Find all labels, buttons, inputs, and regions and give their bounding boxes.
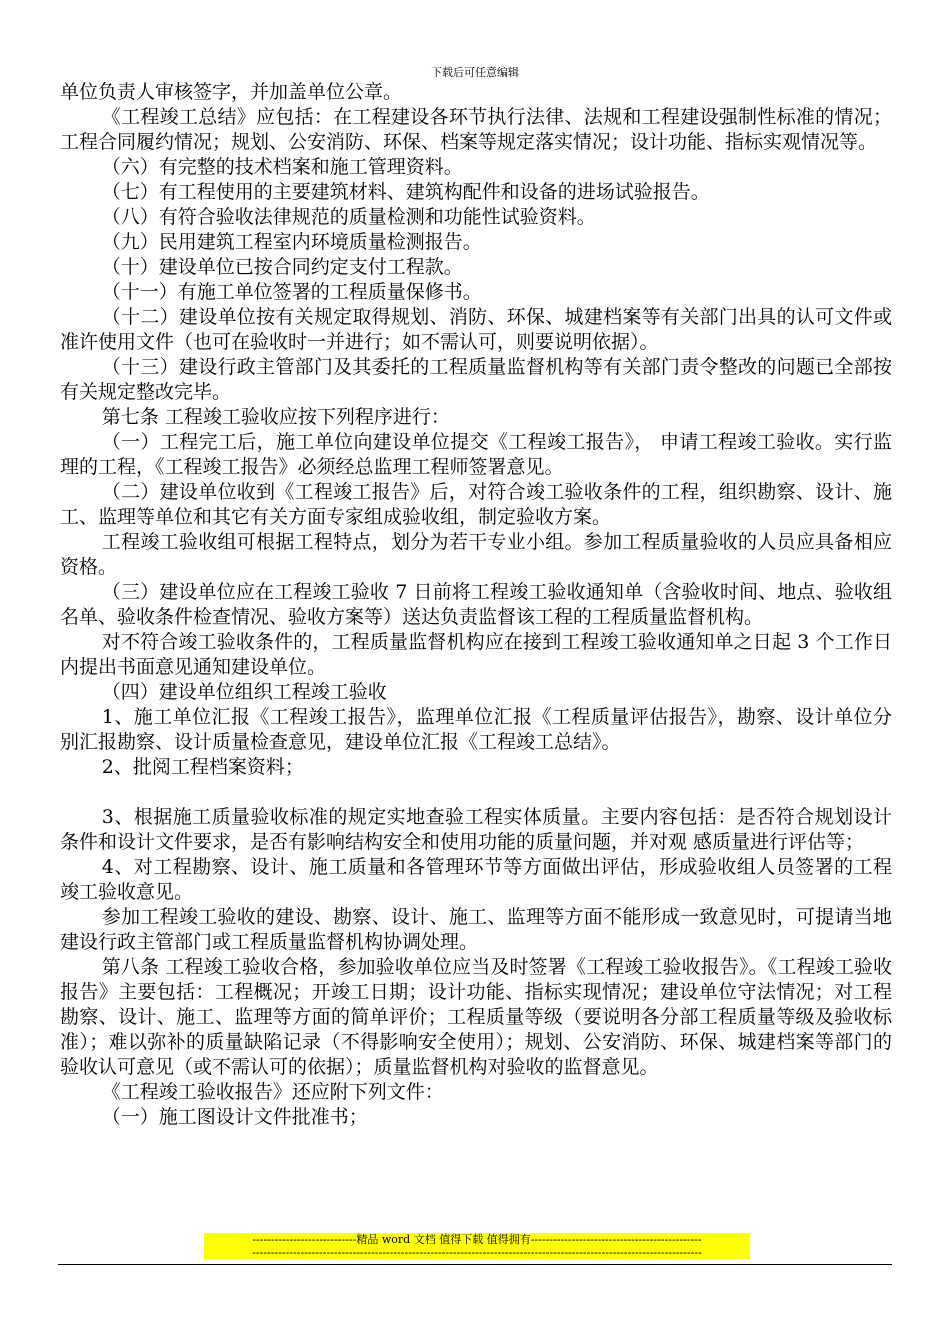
list-item: 1、施工单位汇报《工程竣工报告》，监理单位汇报《工程质量评估报告》，勘察、设计单位分别汇报勘察、设计质量检查意见，建设单位汇报《工程竣工总结》。 <box>60 706 892 753</box>
list-item: （一）施工图设计文件批准书； <box>101 1106 368 1128</box>
list-item: （十一）有施工单位签署的工程质量保修书。 <box>101 281 482 303</box>
footer-banner-line: ------------------------------------------------------------------------------------------------------------------------- <box>252 1246 702 1259</box>
footer-banner <box>204 1233 750 1259</box>
list-item: （十三）建设行政主管部门及其委托的工程质量监督机构等有关部门责令整改的问题已全部按有关规定整改完毕。 <box>60 356 892 403</box>
article-heading: 第七条 工程竣工验收应按下列程序进行： <box>101 406 450 428</box>
list-item: 4、对工程勘察、设计、施工质量和各管理环节等方面做出评估，形成验收组人员签署的工程竣工验收意见。 <box>60 856 892 903</box>
list-item: （十二）建设单位按有关规定取得规划、消防、环保、城建档案等有关部门出具的认可文件或准许使用文件（也可在验收时一并进行；如不需认可，则要说明依据）。 <box>60 306 892 353</box>
blank-line <box>60 780 892 805</box>
paragraph: 《工程竣工验收报告》还应附下列文件： <box>101 1081 444 1103</box>
list-item: （八）有符合验收法律规范的质量检测和功能性试验资料。 <box>101 206 596 228</box>
footer-divider <box>58 1264 892 1265</box>
list-item: （一）工程完工后，施工单位向建设单位提交《工程竣工报告》， 申请工程竣工验收。实行监理的工程，《工程竣工报告》必须经总监理工程师签署意见。 <box>60 431 892 478</box>
paragraph: 对不符合竣工验收条件的，工程质量监督机构应在接到工程竣工验收通知单之日起 3 个工作日内提出书面意见通知建设单位。 <box>60 631 892 678</box>
list-item: （七）有工程使用的主要建筑材料、建筑构配件和设备的进场试验报告。 <box>101 181 710 203</box>
paragraph: 参加工程竣工验收的建设、勘察、设计、施工、监理等方面不能形成一致意见时，可提请当地建设行政主管部门或工程质量监督机构协调处理。 <box>60 906 892 953</box>
paragraph: 《工程竣工总结》应包括：在工程建设各环节执行法律、法规和工程建设强制性标准的情况；工程合同履约情况；规划、公安消防、环保、档案等规定落实情况；设计功能、指标实观情况等。 <box>60 106 892 153</box>
footer-banner-line: ----------------------------精品 word 文档 值得下载 值得拥有---------------------------------------------- <box>252 1233 702 1246</box>
list-item: （二）建设单位收到《工程竣工报告》后，对符合竣工验收条件的工程，组织勘察、设计、施工、监理等单位和其它有关方面专家组成验收组，制定验收方案。 <box>60 481 892 528</box>
list-item: （九）民用建筑工程室内环境质量检测报告。 <box>101 231 482 253</box>
paragraph: 单位负责人审核签字，并加盖单位公章。 <box>60 81 403 103</box>
document-body <box>60 80 892 1130</box>
list-item: （六）有完整的技术档案和施工管理资料。 <box>101 156 463 178</box>
paragraph: 工程竣工验收组可根据工程特点，划分为若干专业小组。参加工程质量验收的人员应具备相应资格。 <box>60 531 892 578</box>
page-header-note: 下载后可任意编辑 <box>431 66 519 79</box>
list-item: （三）建设单位应在工程竣工验收 7 日前将工程竣工验收通知单（含验收时间、地点、验收组名单、验收条件检查情况、验收方案等）送达负责监督该工程的工程质量监督机构。 <box>60 581 892 628</box>
list-item: （十）建设单位已按合同约定支付工程款。 <box>101 256 463 278</box>
list-item: 2、批阅工程档案资料； <box>101 756 304 778</box>
list-item: 3、根据施工质量验收标准的规定实地查验工程实体质量。主要内容包括：是否符合规划设计条件和设计文件要求，是否有影响结构安全和使用功能的质量问题，并对观 感质量进行评估等； <box>60 806 892 853</box>
article-heading: 第八条 工程竣工验收合格，参加验收单位应当及时签署《工程竣工验收报告》。《工程竣工验收报告》主要包括：工程概况；开竣工日期；设计功能、指标实现情况；建设单位守法情况；对工程勘察、设计、施工、监理等方面的简单评价；工程质量等级（要说明各分部工程质量等级及验收标准）；难以弥补的质量缺陷记录（不得影响安全使用）；规划、公安消防、环保、城建档案等部门的验收认可意见（或不需认可的依据）；质量监督机构对验收的监督意见。 <box>60 956 892 1078</box>
list-item: （四）建设单位组织工程竣工验收 <box>101 681 387 703</box>
